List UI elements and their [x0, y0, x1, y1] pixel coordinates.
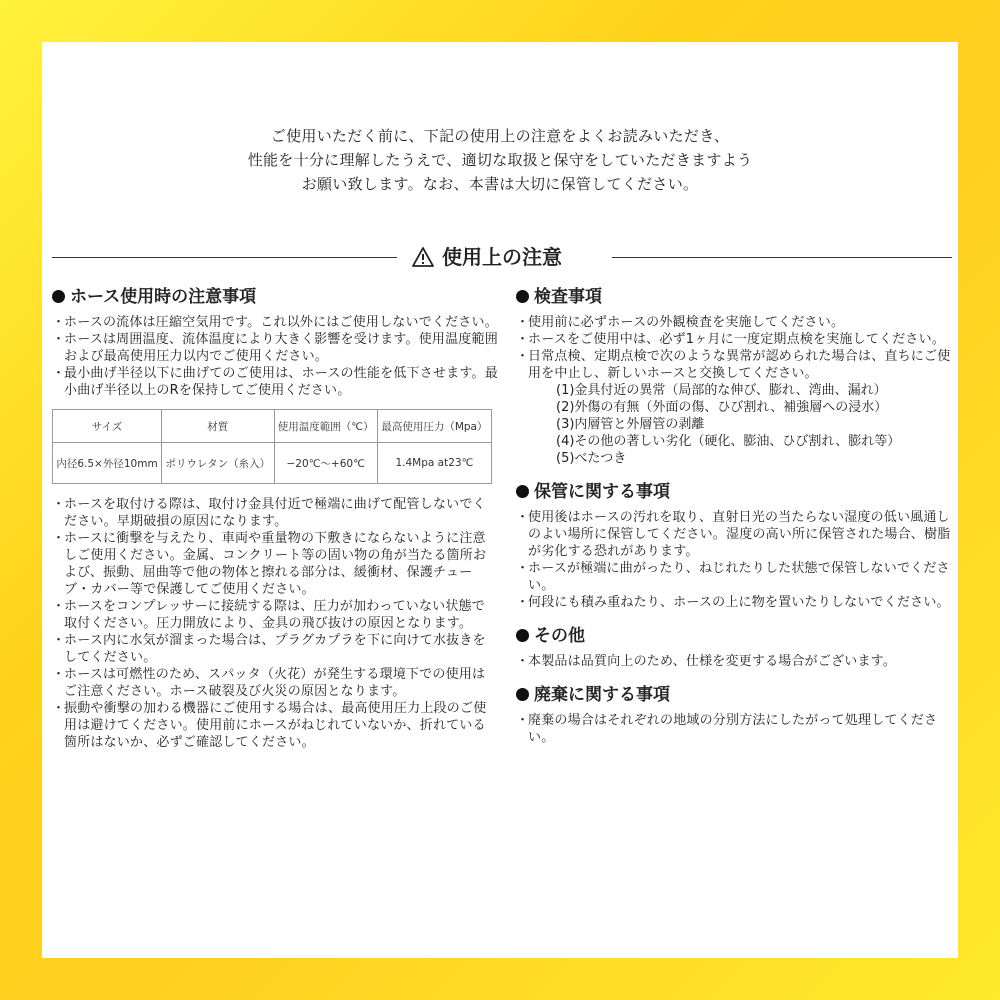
spec-header-size: サイズ — [53, 410, 162, 443]
left-column — [52, 286, 498, 751]
list-item: ・使用前に必ずホースの外観検査を実施してください。 — [516, 315, 845, 330]
list-item: ・ホースが極端に曲がったり、ねじれたりした状態で保管しないでください。 — [516, 561, 950, 593]
spec-table-header — [53, 410, 492, 443]
list-item: ・何段にも積み重ねたり、ホースの上に物を置いたりしないでください。 — [516, 595, 950, 610]
bullet-dot-icon — [516, 629, 529, 642]
notice-sheet — [42, 42, 958, 958]
sub-item: (2)外傷の有無（外面の傷、ひび割れ、補強層への浸水） — [556, 400, 888, 415]
intro-line: 性能を十分に理解したうえで、適切な取扱と保守をしていただきますよう — [247, 151, 753, 169]
spec-temperature: −20℃〜+60℃ — [274, 443, 377, 484]
sub-item: (3)内層管と外層管の剥離 — [556, 417, 705, 432]
heading-text: 使用上の注意 — [442, 245, 562, 269]
bullet-dot-icon — [516, 688, 529, 701]
list-item: ・廃棄の場合はそれぞれの地域の分別方法にしたがって処理してください。 — [516, 713, 938, 745]
spec-material: ポリウレタン（糸入） — [162, 443, 274, 484]
list-item: ・ホースをコンプレッサーに接続する際は、圧力が加わっていない状態で取付ください。圧力開放により、金具の飛び抜けの原因となります。 — [52, 599, 485, 631]
warning-icon — [412, 247, 434, 267]
bullet-dot-icon — [516, 485, 529, 498]
intro-line: ご使用いただく前に、下記の使用上の注意をよくお読みいただき、 — [270, 127, 730, 145]
hose-usage-title: ホース使用時の注意事項 — [52, 286, 498, 308]
heading-title — [412, 242, 602, 272]
right-column — [516, 286, 956, 746]
intro-text — [42, 124, 958, 196]
spec-header-pressure: 最高使用圧力（Mpa） — [377, 410, 491, 443]
section-heading — [52, 242, 938, 272]
spec-table — [52, 409, 492, 484]
list-item: ・本製品は品質向上のため、仕様を変更する場合がございます。 — [516, 654, 897, 669]
bullet-dot-icon — [52, 290, 65, 303]
list-item: ・使用後はホースの汚れを取り、直射日光の当たらない湿度の低い風通しのよい場所に保管してください。湿度の高い所に保管された場合、樹脂が劣化する恐れがあります。 — [516, 510, 951, 559]
sub-item: (4)その他の著しい劣化（硬化、膨油、ひび割れ、膨れ等） — [556, 434, 901, 449]
list-item: ・日常点検、定期点検で次のような異常が認められた場合は、直ちにご使用を中止し、新しいホースと交換してください。 — [516, 349, 951, 381]
list-item: ・ホースを取付ける際は、取付け金具付近で極端に曲げて配管しないでください。早期破損の原因になります。 — [52, 497, 486, 529]
bullet-dot-icon — [516, 290, 529, 303]
sub-item: (1)金具付近の異常（局部的な伸び、膨れ、湾曲、漏れ） — [556, 383, 887, 398]
inspection-title: 検査事項 — [516, 286, 956, 308]
list-item: ・ホースに衝撃を与えたり、車両や重量物の下敷きにならないように注意しご使用ください。金属、コンクリート等の固い物の角が当たる箇所および、振動、屈曲等で他の物体と擦れる部分は、緩衝材、保護チューブ・カバー等で保護してご使用ください。 — [52, 531, 487, 597]
list-item: ・ホースをご使用中は、必ず1ヶ月に一度定期点検を実施してください。 — [516, 332, 946, 347]
other-title: その他 — [516, 625, 956, 647]
list-item: ・ホースの流体は圧縮空気用です。これ以外にはご使用しないでください。 — [52, 315, 498, 330]
list-item: ・ホースは可燃性のため、スパッタ（火花）が発生する環境下での使用はご注意ください。ホース破裂及び火災の原因となります。 — [52, 667, 486, 699]
spec-table-row — [53, 443, 492, 484]
heading-rule-left — [52, 257, 397, 258]
intro-line: お願い致します。なお、本書は大切に保管してください。 — [301, 175, 699, 193]
spec-header-temperature: 使用温度範囲（℃） — [274, 410, 377, 443]
spec-header-material: 材質 — [162, 410, 274, 443]
storage-title: 保管に関する事項 — [516, 481, 956, 503]
sub-item: (5)べたつき — [556, 451, 627, 466]
list-item: ・ホースは周囲温度、流体温度により大きく影響を受けます。使用温度範囲および最高使用圧力以内でご使用ください。 — [52, 332, 498, 364]
list-item: ・ホース内に水気が溜まった場合は、プラグカプラを下に向けて水抜きをしてください。 — [52, 633, 486, 665]
spec-size: 内径6.5×外径10mm — [53, 443, 162, 484]
spec-pressure: 1.4Mpa at23℃ — [377, 443, 491, 484]
disposal-title: 廃棄に関する事項 — [516, 684, 956, 706]
list-item: ・最小曲げ半径以下に曲げてのご使用は、ホースの性能を低下させます。最小曲げ半径以上のRを保持してご使用ください。 — [52, 366, 498, 398]
heading-rule-right — [612, 257, 952, 258]
list-item: ・振動や衝撃の加わる機器にご使用する場合は、最高使用圧力上段のご使用は避けてください。使用前にホースがねじれていないか、折れている箇所はないか、必ずご確認してください。 — [52, 701, 487, 750]
